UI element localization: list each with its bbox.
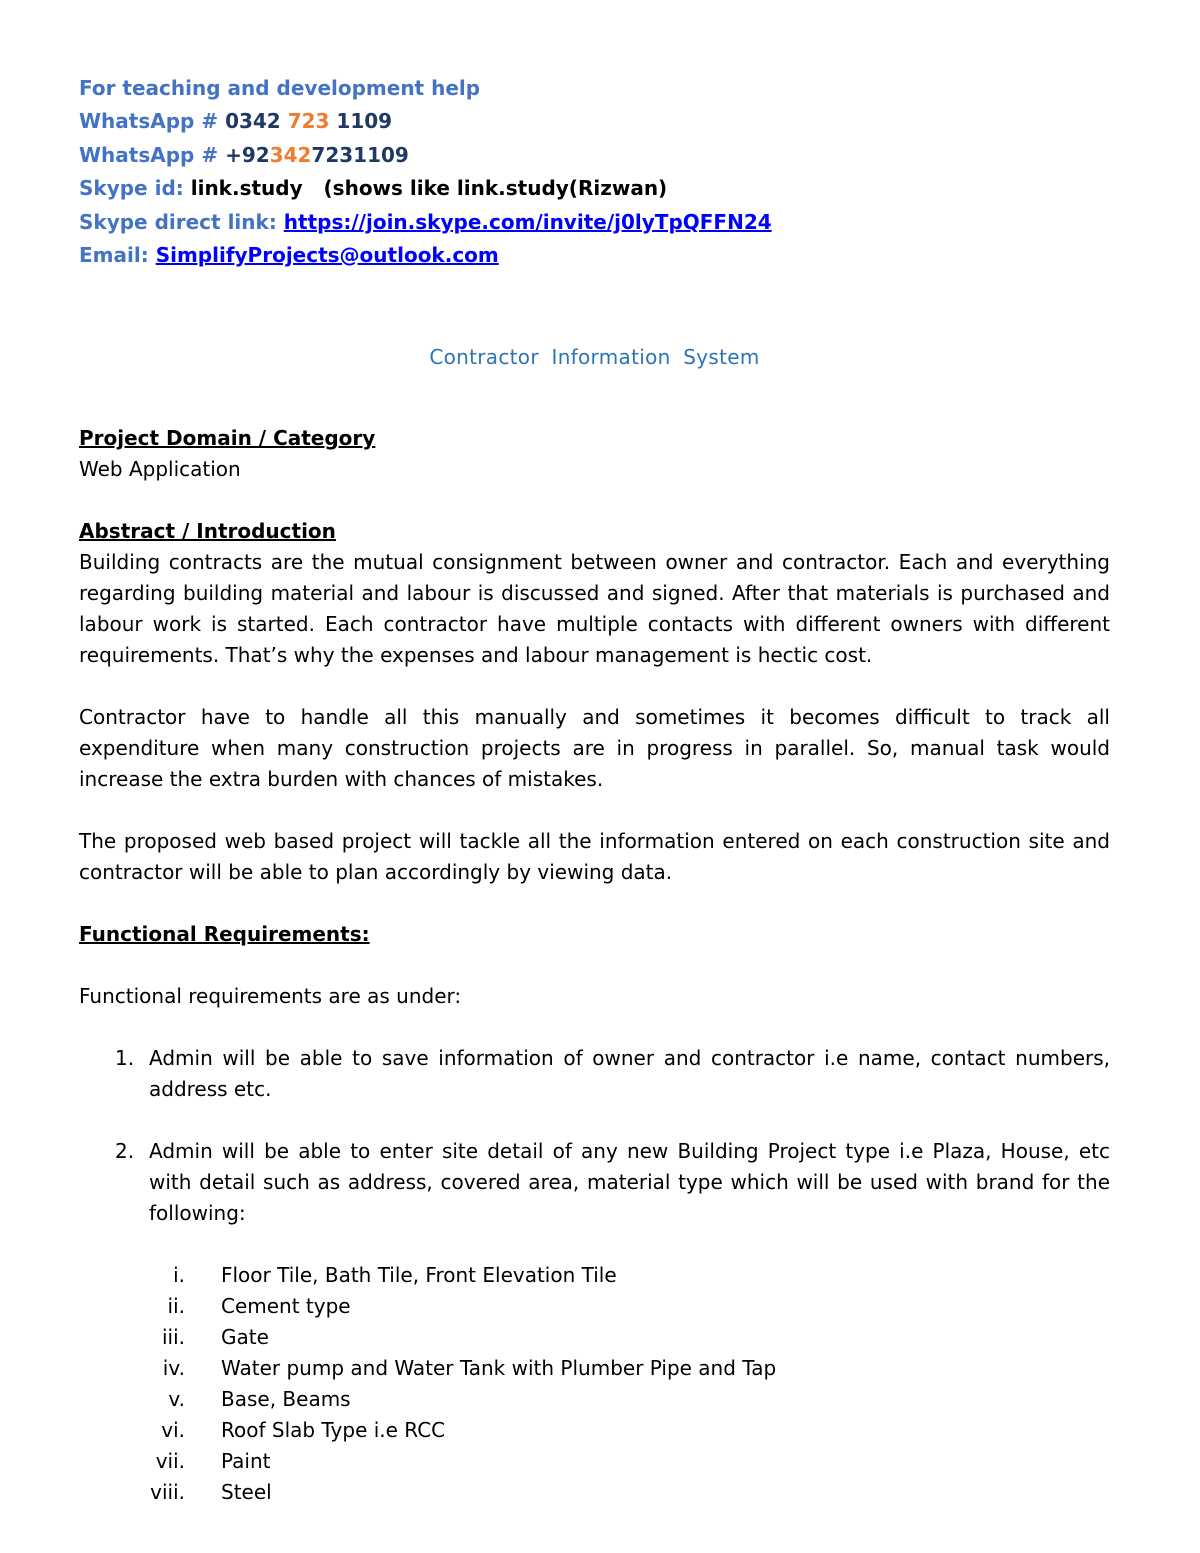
whatsapp-number-part: 723 bbox=[287, 109, 330, 134]
abstract-paragraph: Building contracts are the mutual consignment between owner and contractor. Each and everything regarding building material and labour is discussed and signed. After that materials is purchased and labour work is started. Each contractor have multiple contacts with different owners with different requirements. That’s why the expenses and labour management is hectic cost. bbox=[79, 550, 1110, 668]
material-list bbox=[79, 1260, 1110, 1508]
material-text: Floor Tile, Bath Tile, Front Elevation Tile bbox=[221, 1263, 617, 1288]
material-number: iii. bbox=[161, 1325, 185, 1350]
domain-heading: Project Domain / Category bbox=[79, 426, 376, 451]
material-number: v. bbox=[168, 1387, 185, 1412]
material-item bbox=[79, 1477, 1110, 1508]
material-item bbox=[79, 1415, 1110, 1446]
document-page bbox=[79, 72, 1110, 1508]
whatsapp-number-part: +92 bbox=[225, 142, 270, 167]
material-number: iv. bbox=[162, 1356, 185, 1381]
requirement-text: Admin will be able to enter site detail of any new Building Project type i.e Plaza, House, etc with detail such as address, covered area, material type which will be used with brand for the following: bbox=[149, 1139, 1110, 1226]
material-text: Gate bbox=[221, 1325, 269, 1350]
material-number: vii. bbox=[155, 1449, 185, 1474]
material-text: Base, Beams bbox=[221, 1387, 351, 1412]
material-item bbox=[79, 1353, 1110, 1384]
skype-id-line bbox=[79, 172, 1110, 205]
requirement-item bbox=[79, 1043, 1110, 1105]
whatsapp-number-part: 342 bbox=[269, 142, 312, 167]
whatsapp-number-part: 7231109 bbox=[311, 142, 409, 167]
skype-id-label: Skype id: bbox=[79, 176, 184, 201]
whatsapp-label: WhatsApp # bbox=[79, 109, 219, 134]
requirement-item bbox=[79, 1136, 1110, 1229]
email-line bbox=[79, 239, 1110, 272]
functional-intro: Functional requirements are as under: bbox=[79, 984, 462, 1009]
skype-id-value: link.study bbox=[190, 176, 303, 201]
whatsapp-number-part: 1109 bbox=[336, 109, 393, 134]
contact-block bbox=[79, 72, 1110, 272]
material-text: Water pump and Water Tank with Plumber Pipe and Tap bbox=[221, 1356, 777, 1381]
abstract-heading: Abstract / Introduction bbox=[79, 519, 336, 544]
abstract-paragraph: The proposed web based project will tackle all the information entered on each construction site and contractor will be able to plan accordingly by viewing data. bbox=[79, 829, 1110, 885]
requirement-number: 1. bbox=[115, 1046, 135, 1071]
material-item bbox=[79, 1260, 1110, 1291]
material-item bbox=[79, 1446, 1110, 1477]
material-item bbox=[79, 1291, 1110, 1322]
abstract-paragraph: Contractor have to handle all this manually and sometimes it becomes difficult to track all expenditure when many construction projects are in progress in parallel. So, manual task would increase the extra burden with chances of mistakes. bbox=[79, 705, 1110, 792]
skype-direct-link[interactable]: https://join.skype.com/invite/j0lyTpQFFN24 bbox=[283, 209, 772, 234]
email-label: Email: bbox=[79, 242, 149, 267]
material-text: Steel bbox=[221, 1480, 272, 1505]
material-text: Roof Slab Type i.e RCC bbox=[221, 1418, 446, 1443]
whatsapp-line-2 bbox=[79, 139, 1110, 172]
material-text: Cement type bbox=[221, 1294, 351, 1319]
functional-heading: Functional Requirements: bbox=[79, 922, 370, 947]
domain-value: Web Application bbox=[79, 457, 241, 482]
requirement-number: 2. bbox=[115, 1139, 135, 1164]
skype-id-note: (shows like link.study(Rizwan) bbox=[323, 176, 668, 201]
material-text: Paint bbox=[221, 1449, 271, 1474]
material-number: vi. bbox=[161, 1418, 185, 1443]
whatsapp-line-1 bbox=[79, 105, 1110, 138]
material-number: viii. bbox=[150, 1480, 185, 1505]
whatsapp-number-part: 0342 bbox=[225, 109, 281, 134]
skype-link-line bbox=[79, 206, 1110, 239]
document-title: Contractor Information System bbox=[429, 345, 760, 370]
contact-header: For teaching and development help bbox=[79, 76, 481, 100]
material-number: ii. bbox=[167, 1294, 185, 1319]
whatsapp-label: WhatsApp # bbox=[79, 142, 219, 167]
material-number: i. bbox=[173, 1263, 185, 1288]
requirement-text: Admin will be able to save information of owner and contractor i.e name, contact numbers, address etc. bbox=[149, 1046, 1110, 1102]
material-item bbox=[79, 1384, 1110, 1415]
skype-link-label: Skype direct link: bbox=[79, 209, 277, 234]
material-item bbox=[79, 1322, 1110, 1353]
email-link[interactable]: SimplifyProjects@outlook.com bbox=[155, 242, 499, 267]
